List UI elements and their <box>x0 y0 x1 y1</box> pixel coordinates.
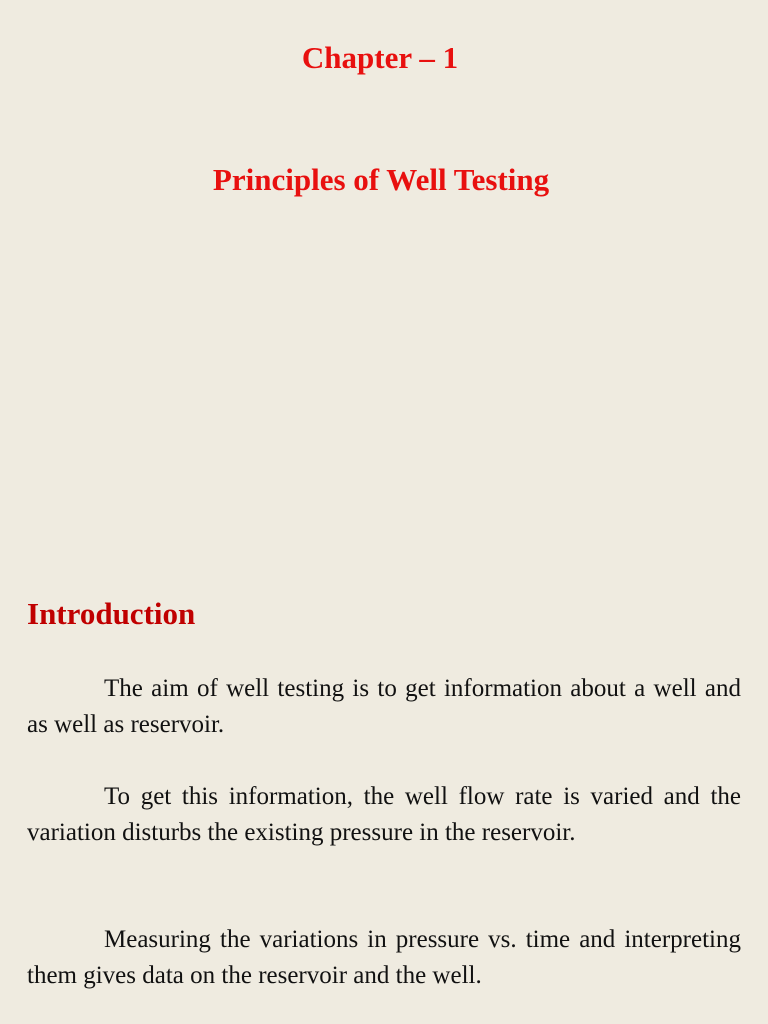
chapter-title: Chapter – 1 <box>301 40 459 75</box>
paragraph-1: The aim of well testing is to get information about a well and as well as reservoir. <box>27 675 741 738</box>
document-title: Principles of Well Testing <box>212 162 550 197</box>
paragraph-2: To get this information, the well flow rate is varied and the variation disturbs the existing pressure in the reservoir. <box>27 783 741 846</box>
paragraph-3: Measuring the variations in pressure vs. time and interpreting them gives data on the reservoir and the well. <box>27 926 741 989</box>
section-heading-introduction: Introduction <box>27 596 196 631</box>
